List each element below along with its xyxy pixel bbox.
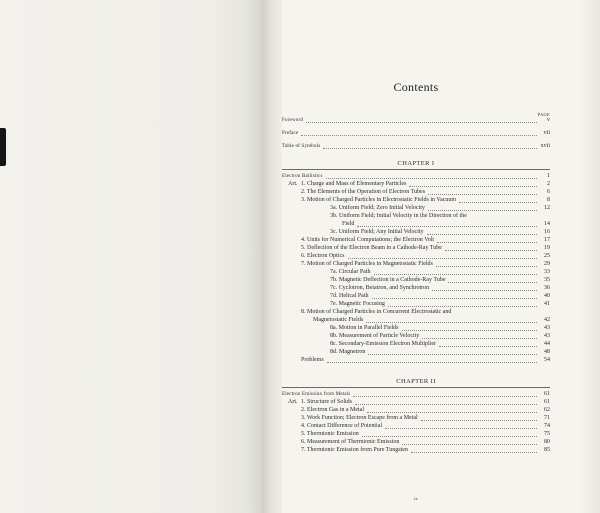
toc-entry-label: 5. Deflection of the Electron Beam in a Cathode-Ray Tube xyxy=(301,245,442,251)
toc-entry-page: 40 xyxy=(544,293,550,299)
toc-entry-label: 7a. Circular Path xyxy=(330,269,371,275)
dot-leader xyxy=(368,354,537,355)
article-label: Art. xyxy=(288,399,298,405)
toc-entry-label: 7e. Magnetic Focusing xyxy=(330,301,385,307)
toc-entry-foreword xyxy=(282,117,550,125)
chapter-title-entry xyxy=(282,173,550,181)
toc-entry-label: 2. The Elements of the Operation of Electron Tubes xyxy=(301,189,426,195)
toc-entry-label: 3. Motion of Charged Particles in Electrostatic Fields in Vacuum xyxy=(301,197,457,203)
toc-entry-page: 2 xyxy=(547,181,550,187)
toc-entry-page: 85 xyxy=(544,447,550,453)
toc-entry xyxy=(330,269,550,277)
toc-entry xyxy=(313,317,550,325)
toc-entry xyxy=(330,229,550,237)
toc-entry-page: 43 xyxy=(544,333,550,339)
toc-entry-page: 14 xyxy=(544,221,550,227)
page-column-header: PAGE xyxy=(537,112,550,117)
dot-leader xyxy=(372,298,538,299)
dot-leader xyxy=(348,258,538,259)
dot-leader xyxy=(411,452,537,453)
toc-entry xyxy=(330,277,550,285)
toc-entry xyxy=(301,253,550,261)
toc-entry-label: 2. Electron Gas in a Metal xyxy=(301,407,364,413)
dot-leader xyxy=(402,444,537,445)
toc-entry xyxy=(330,349,550,357)
toc-entry xyxy=(301,189,550,197)
dot-leader xyxy=(388,306,537,307)
dot-leader xyxy=(367,412,537,413)
toc-entry-page: 8 xyxy=(547,197,550,203)
dot-leader xyxy=(428,210,537,211)
toc-entry-page: 75 xyxy=(544,431,550,437)
toc-entry-label: 1. Charge and Mass of Elementary Particles xyxy=(301,181,407,187)
chapter-rule xyxy=(282,387,550,388)
toc-entry-label: Magnetostatic Fields xyxy=(313,317,364,323)
toc-entry xyxy=(330,205,550,213)
chapter-page: 61 xyxy=(544,391,550,397)
toc-entry xyxy=(301,197,550,205)
toc-entry-label: Table of Symbols xyxy=(282,144,321,149)
toc-entry-label: 7. Thermionic Emission from Pure Tungsten xyxy=(301,447,408,453)
dot-leader xyxy=(448,282,537,283)
toc-entry-page: xvii xyxy=(540,143,550,149)
chapter-title: Electron Emission from Metals xyxy=(282,392,351,397)
toc-entry xyxy=(301,399,550,407)
dot-leader xyxy=(326,178,537,179)
toc-entry-label: 3a. Uniform Field; Zero Initial Velocity xyxy=(330,205,425,211)
toc-entry-page: 42 xyxy=(544,317,550,323)
dot-leader xyxy=(436,266,537,267)
toc-entry xyxy=(330,341,550,349)
dot-leader xyxy=(422,338,537,339)
toc-entry xyxy=(301,407,550,415)
toc-entry-label: 7b. Magnetic Deflection in a Cathode-Ray Tube xyxy=(330,277,446,283)
dot-leader xyxy=(439,346,537,347)
dot-leader xyxy=(353,396,537,397)
toc-entry-label: 8a. Motion in Parallel Fields xyxy=(330,325,399,331)
dot-leader xyxy=(306,122,537,123)
dot-leader xyxy=(402,330,538,331)
toc-entry-page: 6 xyxy=(547,189,550,195)
toc-entry xyxy=(330,293,550,301)
dot-leader xyxy=(459,202,537,203)
dot-leader xyxy=(428,194,537,195)
toc-entry-label: 7c. Cyclotron, Betatron, and Synchrotron xyxy=(330,285,430,291)
chapter-title-entry xyxy=(282,391,550,399)
toc-entry xyxy=(301,415,550,423)
dot-leader xyxy=(409,186,537,187)
dot-leader xyxy=(385,428,537,429)
toc-entry-page: 36 xyxy=(544,285,550,291)
toc-entry-page: 44 xyxy=(544,341,550,347)
toc-entry-label: 3c. Uniform Field; Any Initial Velocity xyxy=(330,229,424,235)
page-number: ix xyxy=(414,496,418,501)
toc-entry-page: 16 xyxy=(544,229,550,235)
toc-entry-label: 7. Motion of Charged Particles in Magnetostatic Fields xyxy=(301,261,433,267)
toc-entry-label: 8. Motion of Charged Particles in Concurrent Electrostatic and xyxy=(301,309,452,315)
toc-entry xyxy=(301,245,550,253)
toc-entry-label: Problems xyxy=(301,357,324,363)
toc-entry xyxy=(301,431,550,439)
toc-entry xyxy=(301,261,550,269)
dot-leader xyxy=(374,274,538,275)
toc-entry-page: 12 xyxy=(544,205,550,211)
toc-entry-label: 8c. Secondary-Emission Electron Multiplier xyxy=(330,341,436,347)
toc-entry-table-of-symbols xyxy=(282,143,550,151)
toc-entry-page: 25 xyxy=(544,253,550,259)
toc-entry-page: 74 xyxy=(544,423,550,429)
dot-leader xyxy=(362,436,537,437)
toc-entry-label: 3b. Uniform Field; Initial Velocity in the Direction of the xyxy=(330,213,467,219)
dot-leader xyxy=(366,322,537,323)
dot-leader xyxy=(445,250,537,251)
article-label: Art. xyxy=(288,181,298,187)
page-title: Contents xyxy=(393,80,439,94)
chapter-title: Electron Ballistics xyxy=(282,174,323,179)
toc-entry-page: 19 xyxy=(544,245,550,251)
toc-entry xyxy=(330,333,550,341)
toc-entry xyxy=(330,285,550,293)
toc-entry-page: 29 xyxy=(544,261,550,267)
toc-entry-page: 35 xyxy=(544,277,550,283)
toc-entry-page: 54 xyxy=(544,357,550,363)
toc-entry xyxy=(301,423,550,431)
dot-leader xyxy=(421,420,537,421)
toc-entry-label: 6. Electron Optics xyxy=(301,253,345,259)
toc-entry-label: Field xyxy=(342,221,355,227)
toc-entry xyxy=(330,325,550,333)
toc-entry xyxy=(301,181,550,189)
toc-entry-label: Foreword xyxy=(282,118,304,123)
toc-entry xyxy=(301,439,550,447)
toc-entry-label: 4. Units for Numerical Computations; the Electron Volt xyxy=(301,237,435,243)
toc-entry xyxy=(342,221,550,229)
toc-entry-page: 41 xyxy=(544,301,550,307)
toc-entry-label: 7d. Helical Path xyxy=(330,293,369,299)
dot-leader xyxy=(432,290,537,291)
toc-entry-label: 4. Contact Difference of Potential xyxy=(301,423,383,429)
dot-leader xyxy=(327,362,537,363)
toc-entry xyxy=(330,213,550,221)
toc-entry-page: 62 xyxy=(544,407,550,413)
toc-entry-page: v xyxy=(547,117,550,123)
toc-entry-page: 61 xyxy=(544,399,550,405)
toc-entry xyxy=(301,309,550,317)
toc-entry-page: 71 xyxy=(544,415,550,421)
toc-entry-page: 43 xyxy=(544,325,550,331)
toc-entry-page: 80 xyxy=(544,439,550,445)
toc-entry xyxy=(301,447,550,455)
toc-entry-label: 6. Measurement of Thermionic Emission xyxy=(301,439,400,445)
toc-entry-label: 3. Work Function; Electron Escape from a Metal xyxy=(301,415,418,421)
toc-entry-page: 33 xyxy=(544,269,550,275)
chapter-page: 1 xyxy=(547,173,550,179)
toc-entry-label: 8d. Magnetron xyxy=(330,349,366,355)
dot-leader xyxy=(355,404,537,405)
dot-leader xyxy=(437,242,537,243)
dot-leader xyxy=(323,148,537,149)
chapter-rule xyxy=(282,169,550,170)
toc-entry-page: vii xyxy=(543,130,550,136)
dot-leader xyxy=(301,135,537,136)
toc-entry xyxy=(301,357,550,365)
toc-entry-label: 8b. Measurement of Particle Velocity xyxy=(330,333,420,339)
toc-entry-label: Preface xyxy=(282,131,299,136)
chapter-heading: CHAPTER II xyxy=(396,378,436,385)
toc-entry-label: 5. Thermionic Emission xyxy=(301,431,359,437)
toc-entry-label: 1. Structure of Solids xyxy=(301,399,352,405)
toc-entry-page: 48 xyxy=(544,349,550,355)
toc-entry-preface xyxy=(282,130,550,138)
toc-entry xyxy=(330,301,550,309)
dot-leader xyxy=(357,226,537,227)
chapter-heading: CHAPTER I xyxy=(397,160,435,167)
dot-leader xyxy=(427,234,537,235)
toc-entry xyxy=(301,237,550,245)
toc-entry-page: 17 xyxy=(544,237,550,243)
